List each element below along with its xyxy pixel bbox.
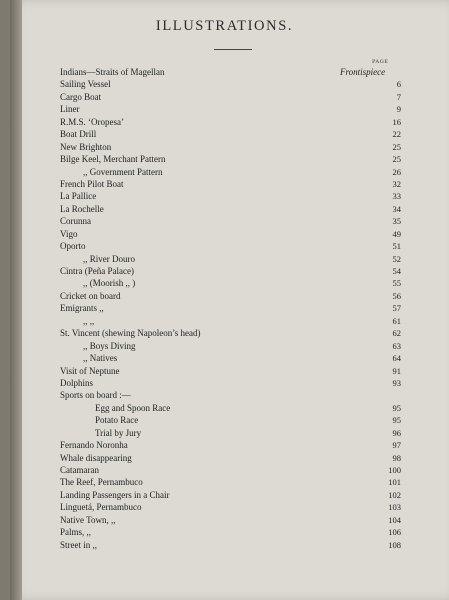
entry-title: Boat Drill [60,129,97,140]
entry-title: ,, Boys Diving [83,340,136,351]
illustration-entry [0,241,449,253]
entry-title: Visit of Neptune [60,365,120,376]
entry-title: Palms, ,, [60,527,92,538]
entry-title: Dolphins [60,377,94,388]
entry-page: 54 [392,266,401,276]
entry-title: Liner [60,104,80,115]
entry-title: ,, ,, [83,315,95,326]
illustration-entry [0,129,449,141]
illustration-entry [0,167,449,179]
entry-title: La Pallice [60,191,97,202]
entry-page: 93 [392,377,401,388]
entry-title: La Rochelle [60,203,104,214]
illustration-entry [0,341,449,353]
entry-page: 104 [388,514,401,525]
entry-page: 63 [392,340,401,351]
entry-page: 33 [392,191,401,202]
entry-page: 25 [392,154,401,165]
entry-title: Trial by Jury [95,427,142,438]
illustration-entry [0,527,449,539]
illustration-entry [0,415,449,427]
entry-page: 62 [392,328,401,339]
entry-title: ,, Government Pattern [83,166,163,177]
illustration-entry [0,154,449,166]
illustration-entry [0,104,449,116]
illustrations-list [0,67,449,552]
illustration-entry [0,179,449,191]
entry-title: Potato Race [95,415,139,426]
entry-page: 26 [392,166,401,177]
entry-title: Cargo Boat [60,91,102,102]
illustration-entry [0,79,449,91]
entry-title: Indians—Straits of Magellan [60,67,165,77]
entry-page: 25 [392,141,401,152]
illustration-entry [0,453,449,465]
illustration-entry [0,117,449,129]
page-title: ILLUSTRATIONS. [155,18,294,34]
entry-title: ,, Natives [83,353,118,364]
illustration-entry [0,229,449,241]
illustration-entry [0,540,449,552]
entry-page: 96 [392,427,401,438]
entry-page: 35 [392,216,401,227]
entry-page: 52 [392,253,401,264]
entry-page: 51 [392,241,401,252]
entry-page: 6 [396,79,401,90]
entry-page: 56 [392,290,401,301]
entry-title: Egg and Spoon Race [95,402,171,413]
entry-title: Street in ,, [60,539,97,550]
entry-page: 101 [388,477,401,488]
entry-page: 61 [392,315,401,326]
entry-page: 57 [392,303,401,314]
entry-title: Cricket on board [60,290,121,301]
title-rule [214,49,252,50]
entry-title: French Pilot Boat [60,178,124,189]
entry-page: 34 [392,203,401,214]
entry-page: 22 [392,129,401,140]
entry-page: 32 [392,178,401,189]
entry-page: 103 [388,502,401,513]
illustration-entry [0,316,449,328]
illustration-entry [0,515,449,527]
entry-page: 7 [396,91,401,102]
illustration-entry [0,291,449,303]
entry-page: 91 [392,365,401,376]
entry-title: Corunna [60,216,91,227]
illustration-entry [0,328,449,340]
entry-title: Emigrants ,, [60,303,104,314]
illustration-entry [0,204,449,216]
entry-page: 95 [392,402,401,413]
illustration-entry [0,216,449,228]
illustration-entry [0,403,449,415]
entry-title: Catamaran [60,465,99,475]
entry-page: 49 [392,228,401,239]
entry-page: 95 [392,415,401,426]
illustration-entry [0,502,449,514]
illustration-entry [0,353,449,365]
illustration-entry [0,465,449,477]
entry-title: R.M.S. ‘Oropesa’ [60,116,124,127]
entry-page: 102 [388,489,401,500]
illustration-entry [0,278,449,290]
illustration-entry [0,490,449,502]
entry-title: Fernando Noronha [60,440,128,451]
entry-title: Whale disappearing [60,452,132,463]
entry-title: Sports on board :— [60,390,131,401]
entry-page: 16 [392,116,401,127]
entry-title: Sailing Vessel [60,79,111,90]
illustration-entry [0,67,449,79]
illustration-entry [0,390,449,402]
illustration-entry [0,142,449,154]
illustration-entry [0,440,449,452]
entry-page: 106 [388,527,401,538]
entry-title: Landing Passengers in a Chair [60,489,170,500]
entry-title: Cintra (Peña Palace) [60,266,134,276]
illustration-entry [0,191,449,203]
illustration-entry [0,366,449,378]
illustration-entry [0,378,449,390]
entry-title: Linguetá, Pernambuco [60,502,142,513]
entry-title: St. Vincent (shewing Napoleon’s head) [60,328,201,339]
entry-page: 97 [392,440,401,451]
entry-title: Bilge Keel, Merchant Pattern [60,154,166,165]
entry-page: 98 [392,452,401,463]
entry-page: 100 [388,465,401,475]
entry-title: Native Town, ,, [60,514,116,525]
illustration-entry [0,428,449,440]
entry-title: The Reef, Pernambuco [60,477,143,488]
entry-title: New Brighton [60,141,112,152]
illustration-entry [0,266,449,278]
entry-page: Frontispiece [340,67,386,77]
illustration-entry [0,254,449,266]
entry-page: 108 [388,539,401,550]
entry-page: 55 [392,278,401,289]
entry-title: Oporto [60,241,86,252]
entry-title: ,, River Douro [83,253,135,264]
page-column-label: PAGE [372,59,389,65]
entry-page: 9 [396,104,401,115]
illustration-entry [0,92,449,104]
entry-title: Vigo [60,228,78,239]
illustration-entry [0,477,449,489]
illustration-entry [0,303,449,315]
entry-title: ,, (Moorish ,, ) [83,278,136,289]
entry-page: 64 [392,353,401,364]
